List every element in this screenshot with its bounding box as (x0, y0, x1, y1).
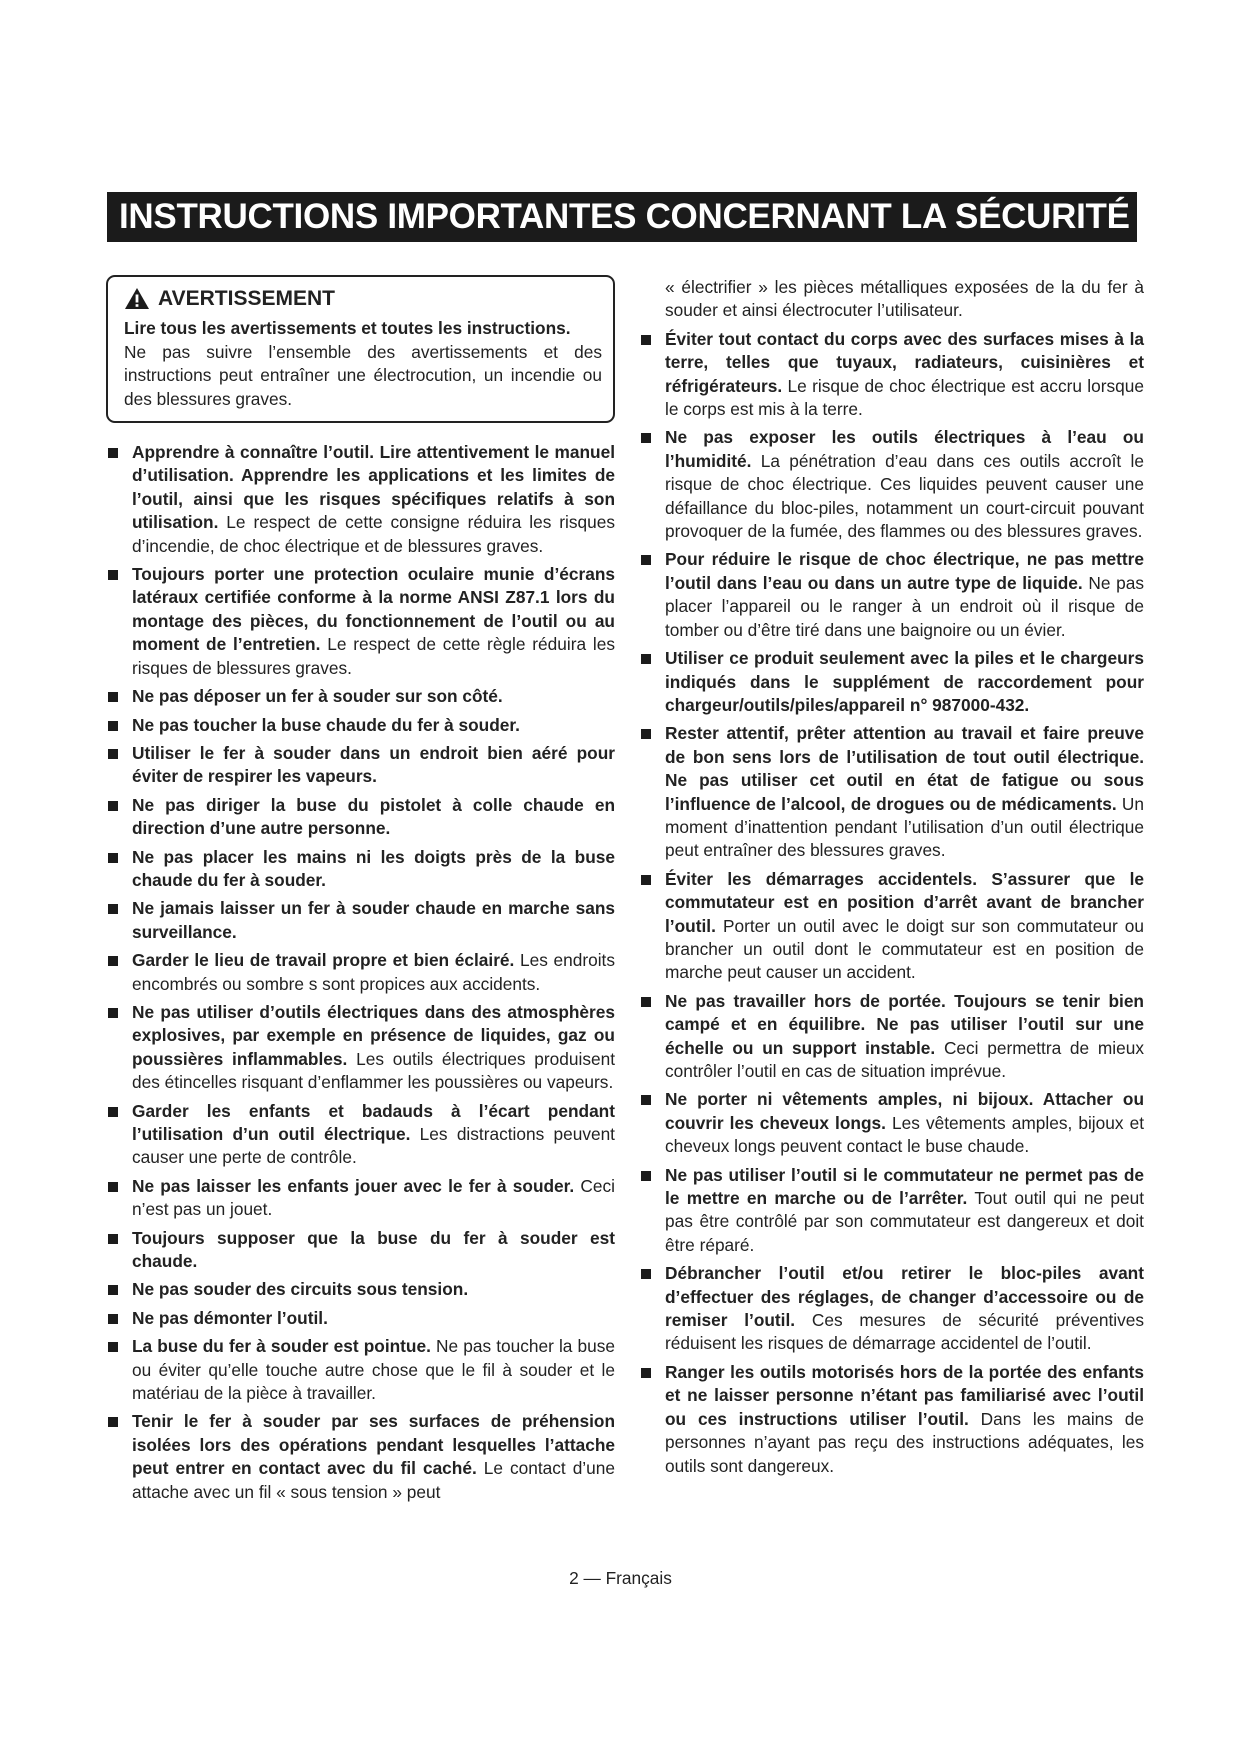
square-bullet-icon (108, 853, 118, 863)
safety-item-bold: Ne pas diriger la buse du pistolet à colle chaude en direction d’une autre personne. (132, 794, 615, 839)
safety-item (636, 1088, 1144, 1158)
square-bullet-icon (108, 749, 118, 759)
square-bullet-icon (108, 1234, 118, 1244)
safety-item-text: Le respect de cette règle réduira les risques de blessures graves. (132, 634, 616, 678)
square-bullet-icon (108, 1107, 118, 1117)
safety-item-bold: Ne porter ni vêtements amples, ni bijoux. Attacher ou couvrir les cheveux longs. (665, 1089, 1144, 1133)
square-bullet-icon (108, 1314, 118, 1324)
safety-item-bold: Débrancher l’outil et/ou retirer le bloc-piles avant d’effectuer des réglages, de changer d’accessoire ou de remiser l’outil. (665, 1263, 1144, 1331)
safety-item (103, 949, 615, 996)
safety-item (636, 1361, 1144, 1478)
right-column (636, 276, 1144, 1483)
safety-item (103, 1175, 615, 1222)
square-bullet-icon (108, 1417, 118, 1427)
square-bullet-icon (641, 1095, 651, 1105)
safety-item-text: Le respect de cette consigne réduira les risques d’incendie, de choc électrique et de blessures graves. (132, 512, 615, 556)
safety-item (636, 426, 1144, 543)
safety-item (636, 1262, 1144, 1356)
safety-item-text: Ne pas toucher la buse ou éviter qu’elle touche autre chose que le fil à souder et le matériau de la pièce à travailler. (132, 1336, 615, 1404)
left-column (103, 275, 615, 1509)
square-bullet-icon (108, 1342, 118, 1352)
safety-item (636, 647, 1144, 717)
safety-item (636, 990, 1144, 1084)
safety-item-bold: Ne pas démonter l’outil. (132, 1307, 328, 1328)
safety-item-bold: Garder le lieu de travail propre et bien éclairé. (132, 950, 515, 971)
safety-item-bold: Pour réduire le risque de choc électrique, ne pas mettre l’outil dans l’eau ou dans un autre type de liquide. (665, 549, 1144, 593)
safety-item (103, 714, 615, 737)
safety-item (103, 1227, 615, 1274)
square-bullet-icon (108, 570, 118, 580)
square-bullet-icon (641, 729, 651, 739)
safety-item-text: Porter un outil avec le doigt sur son commutateur ou brancher un outil dont le commutateur est en position de marche peut causer un accident. (665, 915, 1144, 983)
safety-item-text: La pénétration d’eau dans ces outils accroît le risque de choc électrique. Ces liquides peuvent causer une défaillance du bloc-piles, notamment un court-circuit pouvant provoquer de la fumée, des flammes ou des blessures graves. (665, 450, 1144, 542)
safety-item-bold: Utiliser le fer à souder dans un endroit bien aéré pour éviter de respirer les vapeurs. (132, 742, 615, 787)
square-bullet-icon (641, 433, 651, 443)
safety-item-text: Tout outil qui ne peut pas être contrôlé par son commutateur est dangereux et doit être réparé. (665, 1188, 1145, 1255)
safety-item-text: Les vêtements amples, bijoux et cheveux longs peuvent contact le buse chaude. (665, 1112, 1145, 1157)
warning-heading (124, 287, 602, 310)
left-safety-list (103, 441, 615, 1504)
square-bullet-icon (641, 555, 651, 565)
safety-item-bold: Ne pas laisser les enfants jouer avec le fer à souder. (132, 1175, 575, 1196)
page-footer: 2 — Français (569, 1568, 672, 1588)
safety-item-bold: Utiliser ce produit seulement avec la piles et le chargeurs indiqués dans le supplément de raccordement pour chargeur/outils/piles/appareil n° 987000-432. (665, 648, 1144, 715)
safety-item-bold: Tenir le fer à souder par ses surfaces de préhension isolées lors des opérations pendant lesquelles l’attache peut entrer en contact avec du fil caché. (132, 1411, 615, 1479)
square-bullet-icon (641, 1269, 651, 1279)
warning-bold-text: Lire tous les avertissements et toutes les instructions. (124, 318, 571, 339)
square-bullet-icon (108, 692, 118, 702)
safety-item-bold: Ne pas déposer un fer à souder sur son côté. (132, 686, 503, 707)
safety-item-text: Ces mesures de sécurité préventives réduisent les risques de démarrage accidentel de l’outil. (665, 1310, 1144, 1354)
continued-text: « électrifier » les pièces métalliques exposées de la du fer à souder et ainsi électrocuter l’utilisateur. (665, 277, 1144, 321)
safety-item (636, 328, 1144, 422)
safety-item-bold: La buse du fer à souder est pointue. (132, 1336, 431, 1357)
safety-item-bold: Ne pas souder des circuits sous tension. (132, 1279, 469, 1300)
safety-item-text: Les endroits encombrés ou sombre s sont propices aux accidents. (132, 950, 615, 994)
safety-item (103, 1410, 615, 1504)
right-safety-list (636, 328, 1144, 1478)
safety-item-bold: Toujours porter une protection oculaire munie d’écrans latéraux certifiée conforme à la norme ANSI Z87.1 lors du montage des pièces, du fonctionnement de l’outil ou au moment de l’entretien. (132, 564, 615, 655)
safety-item (103, 685, 615, 708)
safety-item (636, 868, 1144, 985)
square-bullet-icon (641, 335, 651, 345)
safety-item (103, 1307, 615, 1330)
warning-box (106, 275, 615, 423)
safety-item-text: Dans les mains de personnes n’ayant pas reçu des instructions adéquates, les outils sont dangereux. (665, 1408, 1144, 1476)
square-bullet-icon (108, 448, 118, 458)
page-title: INSTRUCTIONS IMPORTANTES CONCERNANT LA SÉCURITÉ (107, 192, 1137, 242)
warning-text: Ne pas suivre l’ensemble des avertissements et des instructions peut entraîner une électrocution, un incendie ou des blessures graves. (124, 341, 602, 409)
safety-item-text: Le risque de choc électrique est accru lorsque le corps est mis à la terre. (665, 375, 1144, 420)
safety-item-bold: Ne pas toucher la buse chaude du fer à souder. (132, 714, 520, 735)
safety-item (103, 846, 615, 893)
safety-item (103, 1335, 615, 1405)
safety-item-bold: Toujours supposer que la buse du fer à souder est chaude. (132, 1227, 615, 1272)
warning-triangle-icon (124, 287, 150, 310)
safety-item (103, 441, 615, 558)
safety-item-text: Le contact d’une attache avec un fil « sous tension » peut (132, 1458, 615, 1502)
safety-item-bold: Ranger les outils motorisés hors de la portée des enfants et ne laisser personne n’étant pas familiarisé avec l’outil ou ces instructions utiliser l’outil. (665, 1361, 1144, 1429)
safety-item (636, 548, 1144, 642)
safety-item (103, 1100, 615, 1170)
safety-item (103, 794, 615, 841)
safety-item-bold: Garder les enfants et badauds à l’écart pendant l’utilisation d’un outil électrique. (132, 1100, 615, 1144)
square-bullet-icon (108, 1285, 118, 1295)
safety-item-text: Un moment d’inattention pendant l’utilisation d’un outil électrique peut entraîner des blessures graves. (665, 793, 1144, 861)
safety-item-text: Ceci n’est pas un jouet. (132, 1175, 616, 1220)
safety-item-bold: Rester attentif, prêter attention au travail et faire preuve de bon sens lors de l’utilisation de tout outil électrique. Ne pas utiliser cet outil en état de fatigue ou sous l’influence de l’alcool, de drogues ou de médicaments. (665, 723, 1144, 814)
square-bullet-icon (108, 1182, 118, 1192)
square-bullet-icon (108, 721, 118, 731)
safety-item-bold: Éviter tout contact du corps avec des surfaces mises à la terre, telles que tuyaux, radiateurs, cuisinières et réfrigérateurs. (665, 328, 1144, 396)
square-bullet-icon (108, 801, 118, 811)
safety-item-bold: Ne pas travailler hors de portée. Toujours se tenir bien campé et en équilibre. Ne pas utiliser l’outil sur une échelle ou un support instable. (665, 990, 1144, 1058)
safety-item (103, 1001, 615, 1095)
square-bullet-icon (641, 654, 651, 664)
safety-item-bold: Ne pas placer les mains ni les doigts près de la buse chaude du fer à souder. (132, 846, 615, 890)
safety-item-bold: Ne pas utiliser d’outils électriques dans des atmosphères explosives, par exemple en présence de liquides, gaz ou poussières inflammables. (132, 1001, 615, 1069)
safety-item (103, 1278, 615, 1301)
square-bullet-icon (108, 904, 118, 914)
safety-item-bold: Éviter les démarrages accidentels. S’assurer que le commutateur est en position d’arrêt avant de brancher l’outil. (665, 868, 1144, 936)
square-bullet-icon (641, 997, 651, 1007)
safety-item-bold: Ne pas utiliser l’outil si le commutateur ne permet pas de le mettre en marche ou de l’arrêter. (665, 1164, 1144, 1209)
safety-item-bold: Ne pas exposer les outils électriques à l’eau ou l’humidité. (665, 427, 1144, 471)
safety-item (103, 563, 615, 680)
square-bullet-icon (641, 1171, 651, 1181)
square-bullet-icon (108, 1008, 118, 1018)
safety-item-text: Les outils électriques produisent des étincelles risquant d’enflammer les poussières ou vapeurs. (132, 1048, 615, 1093)
safety-item-text: Ne pas placer l’appareil ou le ranger à un endroit où il risque de tomber ou d’être tiré dans une baignoire ou un évier. (665, 572, 1145, 640)
safety-item-bold: Ne jamais laisser un fer à souder chaude en marche sans surveillance. (132, 898, 615, 942)
safety-item-text: Les distractions peuvent causer une perte de contrôle. (132, 1124, 615, 1168)
safety-item (636, 722, 1144, 862)
square-bullet-icon (641, 875, 651, 885)
safety-item (636, 1164, 1144, 1258)
square-bullet-icon (641, 1368, 651, 1378)
warning-heading-label: AVERTISSEMENT (158, 287, 335, 310)
safety-item (103, 742, 615, 789)
safety-item-text: Ceci permettra de mieux contrôler l’outil en cas de situation imprévue. (665, 1037, 1144, 1081)
safety-item-bold: Apprendre à connaître l’outil. Lire attentivement le manuel d’utilisation. Apprendre les applications et les limites de l’outil, ainsi que les risques spécifiques relatifs à son utilisation. (132, 442, 615, 533)
safety-item (103, 897, 615, 944)
square-bullet-icon (108, 956, 118, 966)
